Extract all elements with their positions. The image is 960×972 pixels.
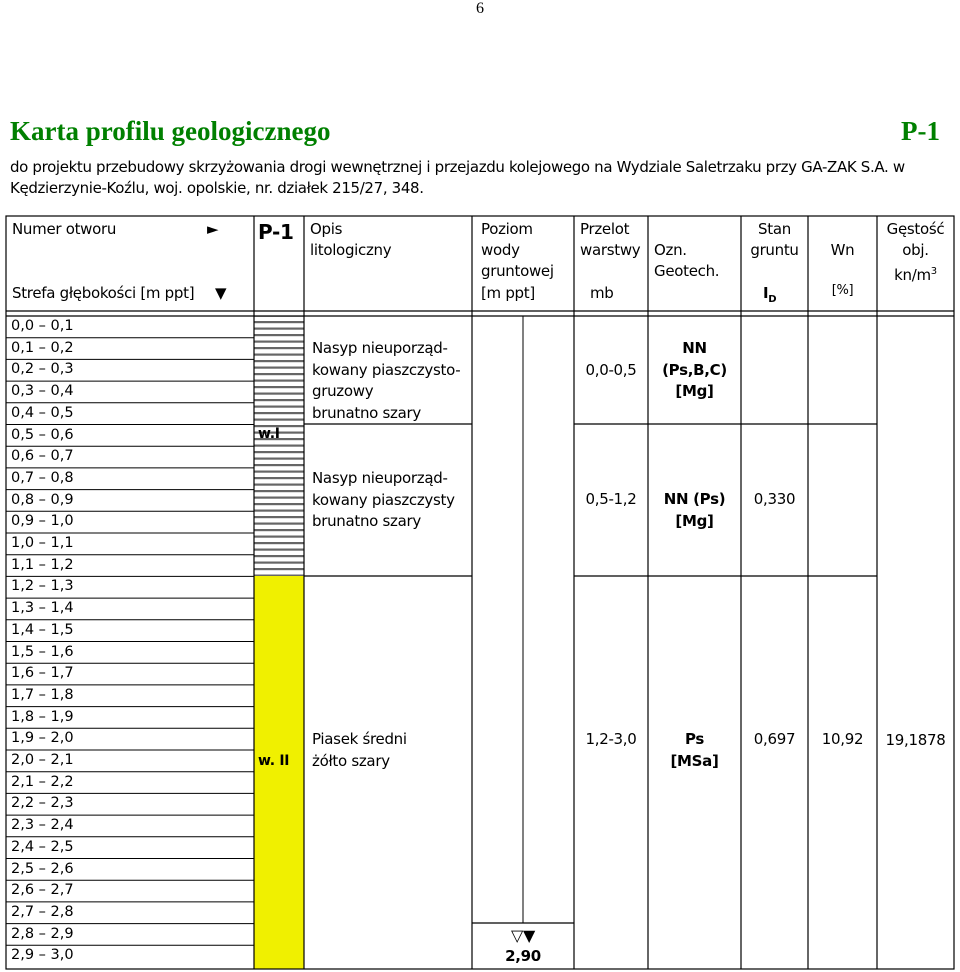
layer-3-range: 1,2-3,0 — [585, 730, 637, 748]
header-stan-3: $I_D$ — [763, 284, 777, 305]
depth-row-label: 0,1 – 0,2 — [11, 339, 74, 356]
layer-1-geotech: NN (Ps,B,C) [Mg] — [662, 339, 727, 401]
header-poziom-1: Poziom — [481, 220, 533, 238]
layer-2-geotech: NN (Ps) [Mg] — [663, 490, 726, 530]
profile-code: P-1 — [901, 116, 940, 146]
depth-row-label: 0,2 – 0,3 — [11, 361, 74, 378]
down-arrow-icon: ▼ — [215, 284, 227, 302]
depth-row-label: 1,5 – 1,6 — [11, 643, 74, 660]
header-gestosc-1: Gęstość — [886, 220, 945, 238]
layer-2-label: w.I — [258, 426, 280, 442]
header-opis-1: Opis — [310, 220, 343, 238]
header-opis-2: litologiczny — [310, 241, 392, 259]
fill-layer-fill — [254, 316, 304, 576]
header-gestosc-2: obj. — [902, 241, 929, 259]
depth-row-label: 0,9 – 1,0 — [11, 513, 74, 530]
layer-3-id: 0,697 — [753, 730, 796, 748]
depth-row-label: 1,9 – 2,0 — [11, 730, 74, 747]
header-stan-1: Stan — [758, 220, 791, 238]
water-level-symbol: ▽▼ — [510, 926, 535, 945]
depth-row-label: 2,4 – 2,5 — [11, 838, 74, 855]
depth-row-label: 0,5 – 0,6 — [11, 426, 74, 443]
depth-row-label: 2,3 – 2,4 — [11, 817, 74, 834]
header-przelot-3: mb — [590, 284, 614, 302]
layer-3-desc: Piasek średni żółto szary — [312, 730, 407, 770]
header-hole-id: P-1 — [258, 220, 294, 244]
depth-row-label: 2,9 – 3,0 — [11, 947, 74, 964]
header-numer-otworu: Numer otworu — [12, 220, 117, 238]
page-title: Karta profilu geologicznego — [10, 116, 331, 146]
depth-row-label: 2,5 – 2,6 — [11, 860, 74, 877]
layer-2-range: 0,5-1,2 — [585, 490, 637, 508]
depth-row-label: 1,3 – 1,4 — [11, 600, 74, 617]
depth-row-label: 1,7 – 1,8 — [11, 686, 74, 703]
depth-row-label: 2,6 – 2,7 — [11, 882, 74, 899]
header-ozn-2: Geotech. — [654, 262, 720, 280]
depth-row-label: 0,3 – 0,4 — [11, 383, 74, 400]
header-stan-2: gruntu — [750, 241, 799, 259]
header-poziom-3: gruntowej — [481, 262, 554, 280]
subtitle: do projektu przebudowy skrzyżowania drogi wewnętrznej i przejazdu kolejowego na Wydziale Saletrzaku przy GA-ZAK S.A. w Kędzierzynie-Koźlu, woj. opolskie, nr. działek 215/27, 348. — [10, 158, 905, 197]
depth-row-label: 1,1 – 1,2 — [11, 556, 74, 573]
layer-3-wn: 10,92 — [821, 730, 864, 748]
depth-row-label: 1,6 – 1,7 — [11, 665, 74, 682]
depth-row-label: 2,2 – 2,3 — [11, 795, 74, 812]
layer-2-desc: Nasyp nieuporząd- kowany piaszczysty brunatno szary — [312, 469, 455, 531]
header-poziom-4: [m ppt] — [481, 284, 535, 302]
depth-row-label: 0,8 – 0,9 — [11, 491, 74, 508]
depth-row-label: 2,8 – 2,9 — [11, 925, 74, 942]
depth-row-label: 1,4 – 1,5 — [11, 621, 74, 638]
depth-row-label: 2,1 – 2,2 — [11, 773, 74, 790]
header-strefa: Strefa głębokości [m ppt] — [12, 284, 195, 302]
depth-row-label: 2,7 – 2,8 — [11, 903, 74, 920]
depth-row-label: 0,7 – 0,8 — [11, 469, 74, 486]
header-wn-1: Wn — [830, 241, 855, 259]
depth-row-label: 1,8 – 1,9 — [11, 708, 74, 725]
layer-2-id: 0,330 — [753, 490, 796, 508]
layer-1-range: 0,0-0,5 — [585, 361, 637, 379]
header-wn-2: [%] — [831, 283, 854, 298]
header-gestosc-3: $kn/m^3$ — [894, 266, 937, 284]
header-poziom-2: wody — [481, 241, 520, 259]
page-number: 6 — [476, 0, 484, 17]
header-przelot-2: warstwy — [580, 241, 641, 259]
header-przelot-1: Przelot — [580, 220, 630, 238]
depth-row-label: 1,2 – 1,3 — [11, 578, 74, 595]
header-ozn-1: Ozn. — [654, 241, 687, 259]
depth-row-label: 0,6 – 0,7 — [11, 448, 74, 465]
depth-row-label: 2,0 – 2,1 — [11, 752, 74, 768]
layer-3-label: w. II — [258, 753, 290, 769]
layer-1-desc: Nasyp nieuporząd- kowany piaszczysto- gruzowy brunatno szary — [312, 339, 461, 422]
right-arrow-icon: ► — [207, 220, 219, 238]
depth-row-label: 1,0 – 1,1 — [11, 535, 74, 551]
layer-3-density: 19,1878 — [885, 731, 946, 749]
depth-row-label: 0,4 – 0,5 — [11, 404, 74, 421]
depth-row-label: 0,0 – 0,1 — [11, 318, 74, 334]
layer-3-geotech: Ps [MSa] — [670, 730, 719, 770]
water-level-depth: 2,90 — [505, 947, 541, 965]
